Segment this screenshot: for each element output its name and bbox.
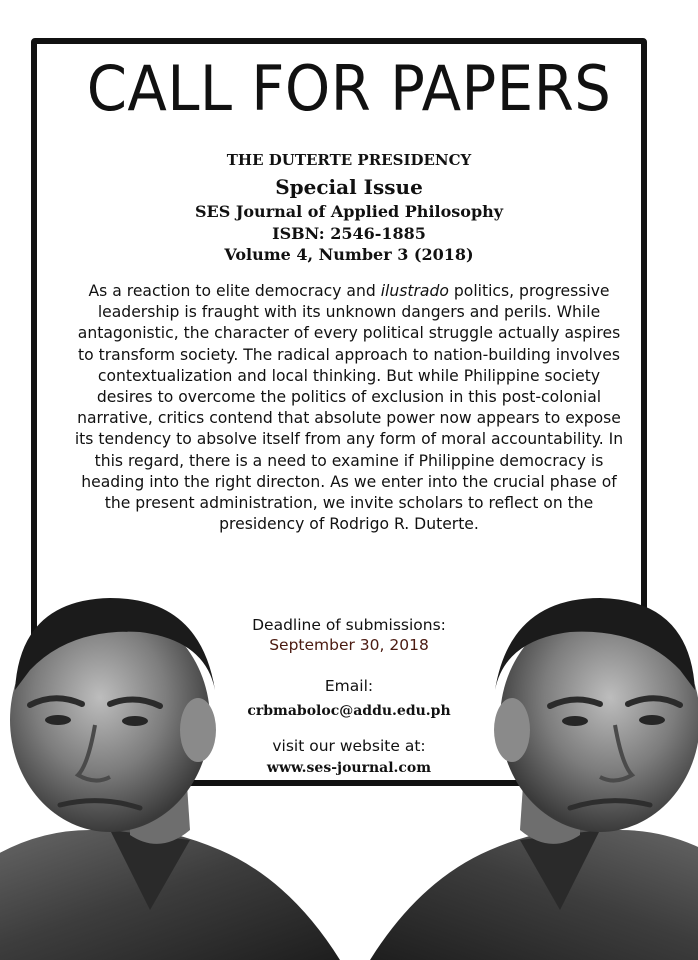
call-description-part2: politics, progressive leadership is fraught with its unknown dangers and perils. While antagonistic, the character of every political struggle actually aspires to transform society. The radical approach to nation-building involves contextualization and local thinking. But while Philippine society desires to overcome the politics of exclusion in this post-colonial narrative, critics contend that absolute power now appears to expose its tendency to absolve itself from any form of moral accountability. In this regard, there is a need to examine if Philippine democracy is heading into the right directon. As we enter into the crucial phase of the present administration, we invite scholars to reflect on the presidency of Rodrigo R. Duterte. — [74, 282, 624, 534]
isbn-line: ISBN: 2546-1885 — [272, 224, 426, 243]
deadline-label: Deadline of submissions: — [252, 616, 446, 634]
special-issue-heading: Special Issue — [275, 175, 423, 199]
website-link[interactable]: www.ses-journal.com — [266, 760, 432, 776]
call-description — [70, 281, 628, 535]
email-address[interactable]: crbmaboloc@addu.edu.ph — [247, 703, 451, 719]
journal-name: SES Journal of Applied Philosophy — [194, 202, 504, 221]
deadline-date: September 30, 2018 — [269, 636, 429, 654]
poster-title: CALL FOR PAPERS — [86, 52, 612, 125]
email-label: Email: — [324, 677, 374, 695]
volume-line: Volume 4, Number 3 (2018) — [224, 245, 474, 264]
call-description-italic: ilustrado — [380, 282, 449, 300]
website-label: visit our website at: — [272, 737, 426, 755]
issue-kicker: THE DUTERTE PRESIDENCY — [226, 151, 472, 169]
call-description-part1: As a reaction to elite democracy and — [88, 282, 381, 300]
portrait-photo-right — [370, 580, 698, 960]
portrait-photo-left — [0, 580, 340, 960]
